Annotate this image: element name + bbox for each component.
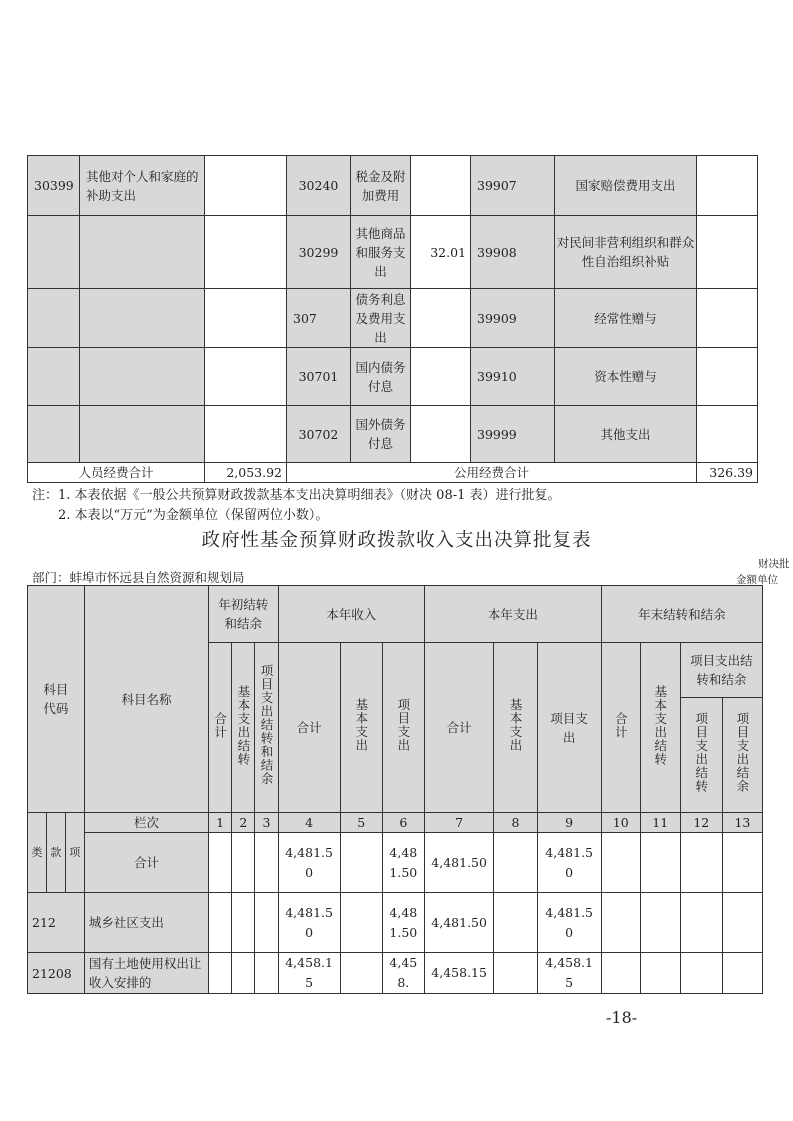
name-cell: [80, 289, 205, 348]
code-cell: 39909: [471, 289, 555, 348]
header-income-basic: 基本支出: [340, 643, 382, 813]
column-number: 4: [278, 813, 340, 833]
name-cell: 国外债务付息: [351, 406, 411, 463]
table-row: [28, 289, 758, 348]
fund-budget-table: [27, 585, 763, 994]
column-number: 13: [722, 813, 762, 833]
name-cell: 其他对个人和家庭的补助支出: [80, 156, 205, 216]
table-row: [28, 216, 758, 289]
value-cell: 4,481.50: [537, 833, 601, 893]
value-cell: 4,481.50: [278, 833, 340, 893]
code-cell: 30299: [287, 216, 351, 289]
name-cell: 对民间非营利组织和群众性自治组织补贴: [555, 216, 697, 289]
header-start-basic-carry: 基本支出结转: [232, 643, 255, 813]
column-number: 9: [537, 813, 601, 833]
value-cell: 4,458.15: [537, 953, 601, 994]
code-cell: 307: [287, 289, 351, 348]
value-cell: [411, 289, 471, 348]
value-cell: [340, 953, 382, 994]
header-expense-total: 合计: [424, 643, 493, 813]
name-cell: 城乡社区支出: [84, 893, 208, 953]
code-cell: 30701: [287, 348, 351, 406]
name-cell: 其他商品和服务支出: [351, 216, 411, 289]
column-number: 5: [340, 813, 382, 833]
header-income-project: 项目支出: [382, 643, 424, 813]
value-cell: 4,481.50: [382, 833, 424, 893]
public-total-value: 326.39: [697, 463, 758, 483]
name-cell: 税金及附加费用: [351, 156, 411, 216]
value-cell: [205, 406, 287, 463]
code-cell: 39908: [471, 216, 555, 289]
value-cell: 4,481.50: [424, 833, 493, 893]
header-end-project-surplus: 项目支出结余: [722, 698, 762, 813]
value-cell: 4,481.50: [537, 893, 601, 953]
header-subject-name: 科目名称: [84, 586, 208, 813]
column-number: 11: [640, 813, 680, 833]
code-cell: [28, 348, 80, 406]
value-cell: [680, 953, 722, 994]
code-cell: 39999: [471, 406, 555, 463]
value-cell: [722, 893, 762, 953]
header-expense-basic: 基本支出: [494, 643, 537, 813]
value-cell: [411, 348, 471, 406]
value-cell: [205, 348, 287, 406]
code-cell: 212: [28, 893, 85, 953]
name-cell: 合计: [84, 833, 208, 893]
note-1: 注：1. 本表依据《一般公共预算财政拨款基本支出决算明细表》（财决 08-1 表）进行批复。: [32, 488, 561, 503]
table-row: [28, 833, 763, 893]
value-cell: [601, 893, 640, 953]
value-cell: 4,458.15: [278, 953, 340, 994]
value-cell: [232, 953, 255, 994]
personnel-total-value: 2,053.92: [205, 463, 287, 483]
header-start-project-carry: 项目支出结转和结余: [255, 643, 278, 813]
value-cell: 32.01: [411, 216, 471, 289]
value-cell: [255, 893, 278, 953]
header-kuan: 款: [46, 813, 65, 893]
code-cell: 39907: [471, 156, 555, 216]
header-xiang: 项: [65, 813, 84, 893]
header-start-balance: 年初结转和结余: [209, 586, 278, 643]
name-cell: 债务利息及费用支出: [351, 289, 411, 348]
column-number: 10: [601, 813, 640, 833]
value-cell: [494, 953, 537, 994]
value-cell: [205, 289, 287, 348]
value-cell: 4,481.50: [382, 893, 424, 953]
value-cell: [494, 833, 537, 893]
column-number: 3: [255, 813, 278, 833]
value-cell: [209, 833, 232, 893]
basic-expenditure-table: [27, 155, 758, 483]
name-cell: [80, 216, 205, 289]
code-cell: 21208: [28, 953, 85, 994]
amount-unit-label: 金额单位: [736, 574, 778, 586]
header-start-total: 合计: [209, 643, 232, 813]
header-end-balance: 年末结转和结余: [601, 586, 762, 643]
code-cell: [28, 406, 80, 463]
name-cell: 资本性赠与: [555, 348, 697, 406]
value-cell: [340, 833, 382, 893]
column-number: 12: [680, 813, 722, 833]
column-number: 8: [494, 813, 537, 833]
value-cell: [697, 156, 758, 216]
header-annual-income: 本年收入: [278, 586, 424, 643]
code-cell: [28, 289, 80, 348]
name-cell: 其他支出: [555, 406, 697, 463]
header-annual-expense: 本年支出: [424, 586, 601, 643]
name-cell: 国内债务付息: [351, 348, 411, 406]
column-number-label: 栏次: [84, 813, 208, 833]
column-number: 1: [209, 813, 232, 833]
value-cell: 4,458.15: [424, 953, 493, 994]
value-cell: [640, 953, 680, 994]
table-row: [28, 406, 758, 463]
value-cell: [255, 953, 278, 994]
code-cell: 30240: [287, 156, 351, 216]
code-cell: 39910: [471, 348, 555, 406]
header-subject-code: 科目代码: [28, 586, 85, 813]
note-2: 2. 本表以“万元”为金额单位（保留两位小数）。: [58, 508, 329, 523]
value-cell: [209, 893, 232, 953]
value-cell: [411, 406, 471, 463]
name-cell: [80, 348, 205, 406]
value-cell: 4,458.: [382, 953, 424, 994]
value-cell: [205, 216, 287, 289]
value-cell: [255, 833, 278, 893]
totals-row: [28, 463, 758, 483]
value-cell: [205, 156, 287, 216]
department-label: 部门：蚌埠市怀远县自然资源和规划局: [32, 570, 245, 585]
column-number-row: [28, 813, 763, 833]
value-cell: 4,481.50: [278, 893, 340, 953]
value-cell: [209, 953, 232, 994]
header-end-project-group: 项目支出结转和结余: [680, 643, 762, 698]
header-lei: 类: [28, 813, 47, 893]
value-cell: [601, 953, 640, 994]
form-code-label: 财决批: [758, 558, 790, 570]
page-number: -18-: [606, 1008, 638, 1027]
value-cell: [640, 893, 680, 953]
value-cell: [722, 953, 762, 994]
code-cell: 30399: [28, 156, 80, 216]
public-total-label: 公用经费合计: [287, 463, 697, 483]
table-row: [28, 893, 763, 953]
value-cell: [340, 893, 382, 953]
value-cell: [232, 893, 255, 953]
name-cell: 国家赔偿费用支出: [555, 156, 697, 216]
personnel-total-label: 人员经费合计: [28, 463, 205, 483]
value-cell: [232, 833, 255, 893]
value-cell: [697, 289, 758, 348]
header-end-total: 合计: [601, 643, 640, 813]
value-cell: [697, 406, 758, 463]
value-cell: [722, 833, 762, 893]
value-cell: [640, 833, 680, 893]
value-cell: [411, 156, 471, 216]
code-cell: [28, 216, 80, 289]
column-number: 2: [232, 813, 255, 833]
value-cell: [697, 348, 758, 406]
table-row: [28, 348, 758, 406]
header-end-project-carry: 项目支出结转: [680, 698, 722, 813]
code-cell: 30702: [287, 406, 351, 463]
name-cell: [80, 406, 205, 463]
table-row: [28, 156, 758, 216]
value-cell: 4,481.50: [424, 893, 493, 953]
header-income-total: 合计: [278, 643, 340, 813]
value-cell: [680, 893, 722, 953]
header-expense-project: 项目支出: [537, 643, 601, 813]
page-title: 政府性基金预算财政拨款收入支出决算批复表: [201, 530, 592, 551]
column-number: 7: [424, 813, 493, 833]
value-cell: [494, 893, 537, 953]
header-end-basic-carry: 基本支出结转: [640, 643, 680, 813]
table-row: [28, 953, 763, 994]
value-cell: [601, 833, 640, 893]
value-cell: [697, 216, 758, 289]
name-cell: 经常性赠与: [555, 289, 697, 348]
value-cell: [680, 833, 722, 893]
column-number: 6: [382, 813, 424, 833]
name-cell: 国有土地使用权出让收入安排的: [84, 953, 208, 994]
